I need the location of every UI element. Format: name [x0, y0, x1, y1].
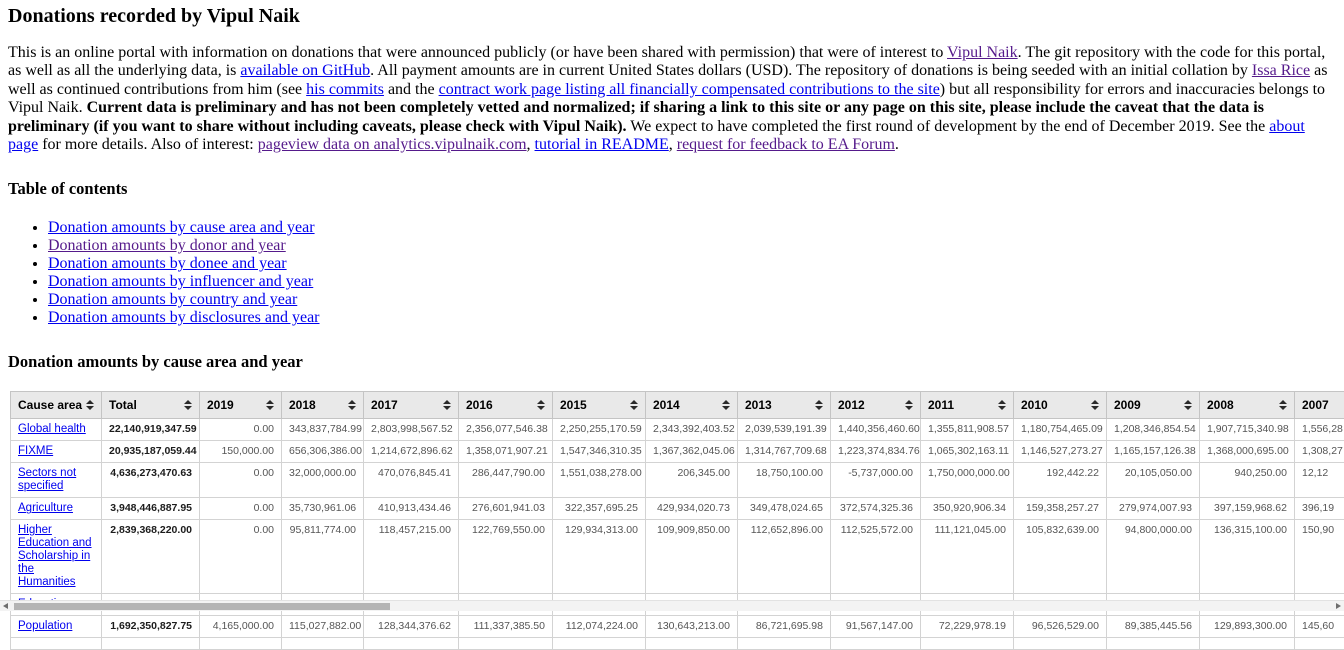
- column-header-label: 2011: [928, 398, 954, 412]
- intro-link[interactable]: request for feedback to EA Forum: [677, 136, 895, 153]
- intro-text: as well as continued contributions from him (see: [8, 62, 1327, 97]
- amount-cell: 276,601,941.03: [459, 498, 553, 520]
- column-header-2010[interactable]: [1014, 392, 1107, 419]
- amount-cell: 1,208,346,854.54: [1107, 419, 1200, 441]
- scroll-right-arrow-icon[interactable]: [1336, 603, 1341, 609]
- intro-link[interactable]: about page: [8, 118, 1305, 153]
- sort-up-triangle: [1184, 400, 1192, 404]
- amount-cell: [1107, 638, 1200, 650]
- intro-text: . The git repository with the code for this portal, as well as all the underlying data, is: [8, 44, 1325, 79]
- amount-cell: 1,214,672,896.62: [364, 441, 459, 463]
- sort-up-triangle: [630, 400, 638, 404]
- amount-cell: 1,697,321,576.11: [102, 594, 200, 616]
- column-header-2016[interactable]: [459, 392, 553, 419]
- cause-area-cell: [11, 638, 102, 650]
- amount-cell: 71,187,237.46: [921, 594, 1014, 616]
- amount-cell: 2,343,392,403.52: [646, 419, 738, 441]
- sort-icon: [722, 400, 730, 410]
- amount-cell: 279,974,007.93: [1107, 498, 1200, 520]
- sort-icon: [537, 400, 545, 410]
- intro-link[interactable]: his commits: [306, 81, 384, 98]
- sort-up-triangle: [998, 400, 1006, 404]
- amount-cell: 38,702,755.19: [1014, 594, 1107, 616]
- sort-icon: [905, 400, 913, 410]
- amount-cell: 2,250,255,170.59: [553, 419, 646, 441]
- amount-cell: 112,652,896.00: [738, 520, 831, 594]
- table-row: [11, 520, 1344, 594]
- column-header-label: 2007: [1302, 398, 1329, 412]
- intro-text: ) but all responsibility for errors and inaccuracies belongs to Vipul Naik.: [8, 81, 1325, 116]
- sort-icon: [815, 400, 823, 410]
- amount-cell: 0.00: [200, 520, 282, 594]
- sort-down-triangle: [630, 406, 638, 410]
- intro-text: and the: [384, 81, 439, 98]
- amount-cell: 1,314,767,709.68: [738, 441, 831, 463]
- sort-up-triangle: [537, 400, 545, 404]
- amount-cell: 2,803,998,567.52: [364, 419, 459, 441]
- amount-cell: [831, 638, 921, 650]
- cause-area-cell: [11, 616, 102, 638]
- amount-cell: 22,140,919,347.59: [102, 419, 200, 441]
- intro-text: This is an online portal with information on donations that were announced publicly (or have been shared with permission) that were of interest to: [8, 44, 947, 61]
- column-header-2014[interactable]: [646, 392, 738, 419]
- scroll-left-arrow-icon[interactable]: [3, 603, 8, 609]
- amount-cell: 105,192,520.22: [831, 594, 921, 616]
- cause-area-link[interactable]: Sectors not specified: [18, 467, 76, 492]
- sort-icon: [998, 400, 1006, 410]
- amount-cell: 2,039,539,191.39: [738, 419, 831, 441]
- amount-cell: 940,250.00: [1200, 463, 1295, 498]
- column-header-label: 2018: [289, 398, 316, 412]
- amount-cell: 105,832,639.00: [1014, 520, 1107, 594]
- amount-cell: [1014, 638, 1107, 650]
- amount-cell: 83,70: [1295, 594, 1344, 616]
- amount-cell: 1,368,000,695.00: [1200, 441, 1295, 463]
- intro-link[interactable]: available on GitHub: [240, 62, 370, 79]
- amount-cell: 128,344,376.62: [364, 616, 459, 638]
- sort-down-triangle: [1279, 406, 1287, 410]
- cause-area-link[interactable]: Population: [18, 620, 72, 632]
- amount-cell: 122,769,550.00: [459, 520, 553, 594]
- amount-cell: 145,60: [1295, 616, 1344, 638]
- amount-cell: 32,000,000.00: [282, 463, 364, 498]
- amount-cell: 130,643,213.00: [646, 616, 738, 638]
- toc-link[interactable]: Donation amounts by donee and year: [48, 255, 287, 272]
- intro-text: for more details. Also of interest:: [38, 136, 258, 153]
- column-header-2018[interactable]: [282, 392, 364, 419]
- amount-cell: 1,223,374,834.76: [831, 441, 921, 463]
- intro-link[interactable]: Issa Rice: [1252, 62, 1310, 79]
- amount-cell: 322,357,695.25: [553, 498, 646, 520]
- sort-icon: [184, 400, 192, 410]
- table-row: [11, 498, 1344, 520]
- amount-cell: 109,909,850.00: [646, 520, 738, 594]
- sort-up-triangle: [722, 400, 730, 404]
- sort-down-triangle: [815, 406, 823, 410]
- amount-cell: [1200, 638, 1295, 650]
- intro-text: . All payment amounts are in current United States dollars (USD). The repository of donations is being seeded with an initial collation by: [370, 62, 1252, 79]
- amount-cell: 397,159,968.62: [1200, 498, 1295, 520]
- cause-area-link[interactable]: Education: [18, 598, 69, 610]
- amount-cell: 35,730,961.06: [282, 498, 364, 520]
- intro-text: We expect to have completed the first round of development by the end of December 2019. See the: [627, 118, 1270, 135]
- table-scroll-region: [10, 391, 1344, 650]
- amount-cell: 1,165,157,126.38: [1107, 441, 1200, 463]
- amount-cell: 91,567,147.00: [831, 616, 921, 638]
- horizontal-scrollbar[interactable]: [0, 600, 1344, 611]
- amount-cell: 20,105,050.00: [1107, 463, 1200, 498]
- column-header-label: 2015: [560, 398, 587, 412]
- amount-cell: [102, 638, 200, 650]
- column-header-label: Cause area: [18, 398, 82, 412]
- sort-icon: [1279, 400, 1287, 410]
- intro-link[interactable]: contract work page listing all financially compensated contributions to the site: [439, 81, 940, 98]
- toc-link[interactable]: Donation amounts by influencer and year: [48, 273, 313, 290]
- amount-cell: 1,180,754,465.09: [1014, 419, 1107, 441]
- toc-link[interactable]: Donation amounts by donor and year: [48, 237, 286, 254]
- toc-item: [48, 255, 1336, 273]
- toc-link[interactable]: Donation amounts by country and year: [48, 291, 297, 308]
- scrollbar-thumb[interactable]: [14, 603, 390, 610]
- amount-cell: -5,737,000.00: [831, 463, 921, 498]
- amount-cell: 136,315,100.00: [1200, 520, 1295, 594]
- column-header-2011[interactable]: [921, 392, 1014, 419]
- amount-cell: 118,457,215.00: [364, 520, 459, 594]
- amount-cell: 1,146,527,273.27: [1014, 441, 1107, 463]
- toc-item: [48, 219, 1336, 237]
- sort-icon: [1184, 400, 1192, 410]
- amount-cell: 1,065,302,163.11: [921, 441, 1014, 463]
- amount-cell: 86,721,695.98: [738, 616, 831, 638]
- amount-cell: 112,074,224.00: [553, 616, 646, 638]
- amount-cell: 350,920,906.34: [921, 498, 1014, 520]
- cause-area-link[interactable]: FIXME: [18, 445, 53, 457]
- table-row: [11, 441, 1344, 463]
- amount-cell: 192,442.22: [1014, 463, 1107, 498]
- amount-cell: 233,103,767.98: [364, 594, 459, 616]
- sort-down-triangle: [722, 406, 730, 410]
- amount-cell: 150,000.00: [200, 441, 282, 463]
- column-header-label: 2014: [653, 398, 680, 412]
- amount-cell: [364, 638, 459, 650]
- cause-area-cell: [11, 419, 102, 441]
- column-header-label: 2016: [466, 398, 493, 412]
- amount-cell: 89,385,445.56: [1107, 616, 1200, 638]
- amount-cell: 150,90: [1295, 520, 1344, 594]
- table-body: [11, 419, 1344, 650]
- sort-up-triangle: [1091, 400, 1099, 404]
- column-header-2019[interactable]: [200, 392, 282, 419]
- intro-link[interactable]: tutorial in README: [535, 136, 669, 153]
- column-header-label: 2012: [838, 398, 865, 412]
- amount-cell: 0.00: [200, 419, 282, 441]
- toc-item: [48, 309, 1336, 327]
- intro-link[interactable]: pageview data on analytics.vipulnaik.com: [258, 136, 527, 153]
- intro-link[interactable]: Vipul Naik: [947, 44, 1018, 61]
- sort-down-triangle: [266, 406, 274, 410]
- amount-cell: 111,337,385.50: [459, 616, 553, 638]
- amount-cell: 3,948,446,887.95: [102, 498, 200, 520]
- amount-cell: 57,453,552.00: [1107, 594, 1200, 616]
- amount-cell: 111,121,045.00: [921, 520, 1014, 594]
- page-title: Donations recorded by Vipul Naik: [8, 5, 1336, 27]
- column-header-label: 2010: [1021, 398, 1048, 412]
- amount-cell: [1295, 638, 1344, 650]
- column-header-2008[interactable]: [1200, 392, 1295, 419]
- toc-item: [48, 237, 1336, 255]
- amount-cell: 1,440,356,460.60: [831, 419, 921, 441]
- amount-cell: 1,358,071,907.21: [459, 441, 553, 463]
- sort-up-triangle: [815, 400, 823, 404]
- amount-cell: 372,574,325.36: [831, 498, 921, 520]
- column-header-label: 2009: [1114, 398, 1141, 412]
- toc-item: [48, 291, 1336, 309]
- amount-cell: 94,800,000.00: [1107, 520, 1200, 594]
- column-header-total[interactable]: [102, 392, 200, 419]
- column-header-label: 2013: [745, 398, 772, 412]
- sort-down-triangle: [998, 406, 1006, 410]
- amount-cell: 18,750,100.00: [738, 463, 831, 498]
- amount-cell: 115,027,882.00: [282, 616, 364, 638]
- cause-area-link[interactable]: Global health: [18, 423, 86, 435]
- cause-area-cell: [11, 498, 102, 520]
- column-header-2012[interactable]: [831, 392, 921, 419]
- sort-up-triangle: [1279, 400, 1287, 404]
- column-header-label: 2019: [207, 398, 234, 412]
- sort-up-triangle: [905, 400, 913, 404]
- column-header-label: 2017: [371, 398, 398, 412]
- amount-cell: 1,547,346,310.35: [553, 441, 646, 463]
- amount-cell: 4,165,000.00: [200, 616, 282, 638]
- column-header-2017[interactable]: [364, 392, 459, 419]
- amount-cell: 72,229,978.19: [921, 616, 1014, 638]
- toc-heading: Table of contents: [8, 180, 1336, 198]
- column-header-2013[interactable]: [738, 392, 831, 419]
- intro-text: ,: [669, 136, 677, 153]
- amount-cell: 57,233,632.00: [1200, 594, 1295, 616]
- amount-cell: 343,837,784.99: [282, 419, 364, 441]
- page: [0, 5, 1344, 616]
- amount-cell: 2,356,077,546.38: [459, 419, 553, 441]
- cause-area-cell: [11, 520, 102, 594]
- amount-cell: 75,824,693.16: [738, 594, 831, 616]
- main-content: [8, 5, 1336, 371]
- amount-cell: [646, 638, 738, 650]
- amount-cell: 0.00: [200, 463, 282, 498]
- sort-icon: [1091, 400, 1099, 410]
- amount-cell: 4,636,273,470.63: [102, 463, 200, 498]
- sort-up-triangle: [184, 400, 192, 404]
- amount-cell: [553, 638, 646, 650]
- amount-cell: 1,308,27: [1295, 441, 1344, 463]
- table-row: [11, 463, 1344, 498]
- sort-up-triangle: [266, 400, 274, 404]
- column-header-2009[interactable]: [1107, 392, 1200, 419]
- sort-icon: [348, 400, 356, 410]
- sort-icon: [86, 400, 94, 410]
- sort-down-triangle: [1091, 406, 1099, 410]
- amount-cell: 410,913,434.46: [364, 498, 459, 520]
- sort-down-triangle: [905, 406, 913, 410]
- amount-cell: 2,500,000.00: [200, 594, 282, 616]
- cause-area-link[interactable]: Higher Education and Scholarship in the Humanities: [18, 524, 92, 588]
- column-header-label: 2008: [1207, 398, 1234, 412]
- sort-up-triangle: [348, 400, 356, 404]
- amount-cell: 112,525,572.00: [831, 520, 921, 594]
- amount-cell: [282, 638, 364, 650]
- amount-cell: 656,306,386.00: [282, 441, 364, 463]
- column-header-label: Total: [109, 398, 137, 412]
- amount-cell: [200, 638, 282, 650]
- toc-link[interactable]: Donation amounts by disclosures and year: [48, 309, 320, 326]
- sort-down-triangle: [184, 406, 192, 410]
- amount-cell: 0.00: [200, 498, 282, 520]
- sort-down-triangle: [348, 406, 356, 410]
- amount-cell: 396,19: [1295, 498, 1344, 520]
- cause-area-cell: [11, 441, 102, 463]
- table-row: [11, 419, 1344, 441]
- intro-bold-caveat: Current data is preliminary and has not been completely vetted and normalized; if sharing a link to this site or any page on this site, please include the caveat that the data is preliminary (if you want to share without including caveats, please check with Vipul Naik).: [8, 99, 1264, 134]
- amount-cell: 20,935,187,059.44: [102, 441, 200, 463]
- amount-cell: 113,900,278.41: [646, 594, 738, 616]
- amount-cell: 95,811,774.00: [282, 520, 364, 594]
- amount-cell: 129,893,300.00: [1200, 616, 1295, 638]
- intro-text: ,: [527, 136, 535, 153]
- sort-icon: [443, 400, 451, 410]
- intro-text: .: [895, 136, 899, 153]
- amount-cell: 1,556,28: [1295, 419, 1344, 441]
- amount-cell: 429,934,020.73: [646, 498, 738, 520]
- column-header-2015[interactable]: [553, 392, 646, 419]
- sort-down-triangle: [443, 406, 451, 410]
- cause-area-link[interactable]: Agriculture: [18, 502, 73, 514]
- column-header-2007[interactable]: [1295, 392, 1344, 419]
- intro-paragraph: [8, 44, 1336, 154]
- partial-table-row: [11, 638, 1344, 650]
- sort-down-triangle: [537, 406, 545, 410]
- table-header-row: [11, 392, 1344, 419]
- amount-cell: 159,358,257.27: [1014, 498, 1107, 520]
- amount-cell: 142,311,110.00: [553, 594, 646, 616]
- amount-cell: 96,526,529.00: [1014, 616, 1107, 638]
- amount-cell: 206,345.00: [646, 463, 738, 498]
- amount-cell: 470,076,845.41: [364, 463, 459, 498]
- amount-cell: 349,478,024.65: [738, 498, 831, 520]
- amount-cell: 129,934,313.00: [553, 520, 646, 594]
- column-header-cause-area[interactable]: [11, 392, 102, 419]
- toc-link[interactable]: Donation amounts by cause area and year: [48, 219, 315, 236]
- amount-cell: 12,12: [1295, 463, 1344, 498]
- amount-cell: 146,551,812.00: [282, 594, 364, 616]
- amount-cell: [921, 638, 1014, 650]
- amount-cell: 1,367,362,045.06: [646, 441, 738, 463]
- sort-up-triangle: [443, 400, 451, 404]
- section-heading: Donation amounts by cause area and year: [8, 353, 1336, 371]
- sort-down-triangle: [86, 406, 94, 410]
- table-of-contents: [8, 219, 1336, 327]
- amount-cell: 1,551,038,278.00: [553, 463, 646, 498]
- amount-cell: [459, 638, 553, 650]
- amount-cell: [738, 638, 831, 650]
- amount-cell: 1,750,000,000.00: [921, 463, 1014, 498]
- amount-cell: 209,518,673.50: [459, 594, 553, 616]
- sort-icon: [630, 400, 638, 410]
- amount-cell: 286,447,790.00: [459, 463, 553, 498]
- cause-area-cell: [11, 463, 102, 498]
- sort-up-triangle: [86, 400, 94, 404]
- table-row: [11, 616, 1344, 638]
- amount-cell: 1,355,811,908.57: [921, 419, 1014, 441]
- sort-icon: [266, 400, 274, 410]
- donations-by-cause-area-table: [10, 391, 1344, 650]
- amount-cell: 2,839,368,220.00: [102, 520, 200, 594]
- amount-cell: 1,907,715,340.98: [1200, 419, 1295, 441]
- amount-cell: 1,692,350,827.75: [102, 616, 200, 638]
- sort-down-triangle: [1184, 406, 1192, 410]
- toc-item: [48, 273, 1336, 291]
